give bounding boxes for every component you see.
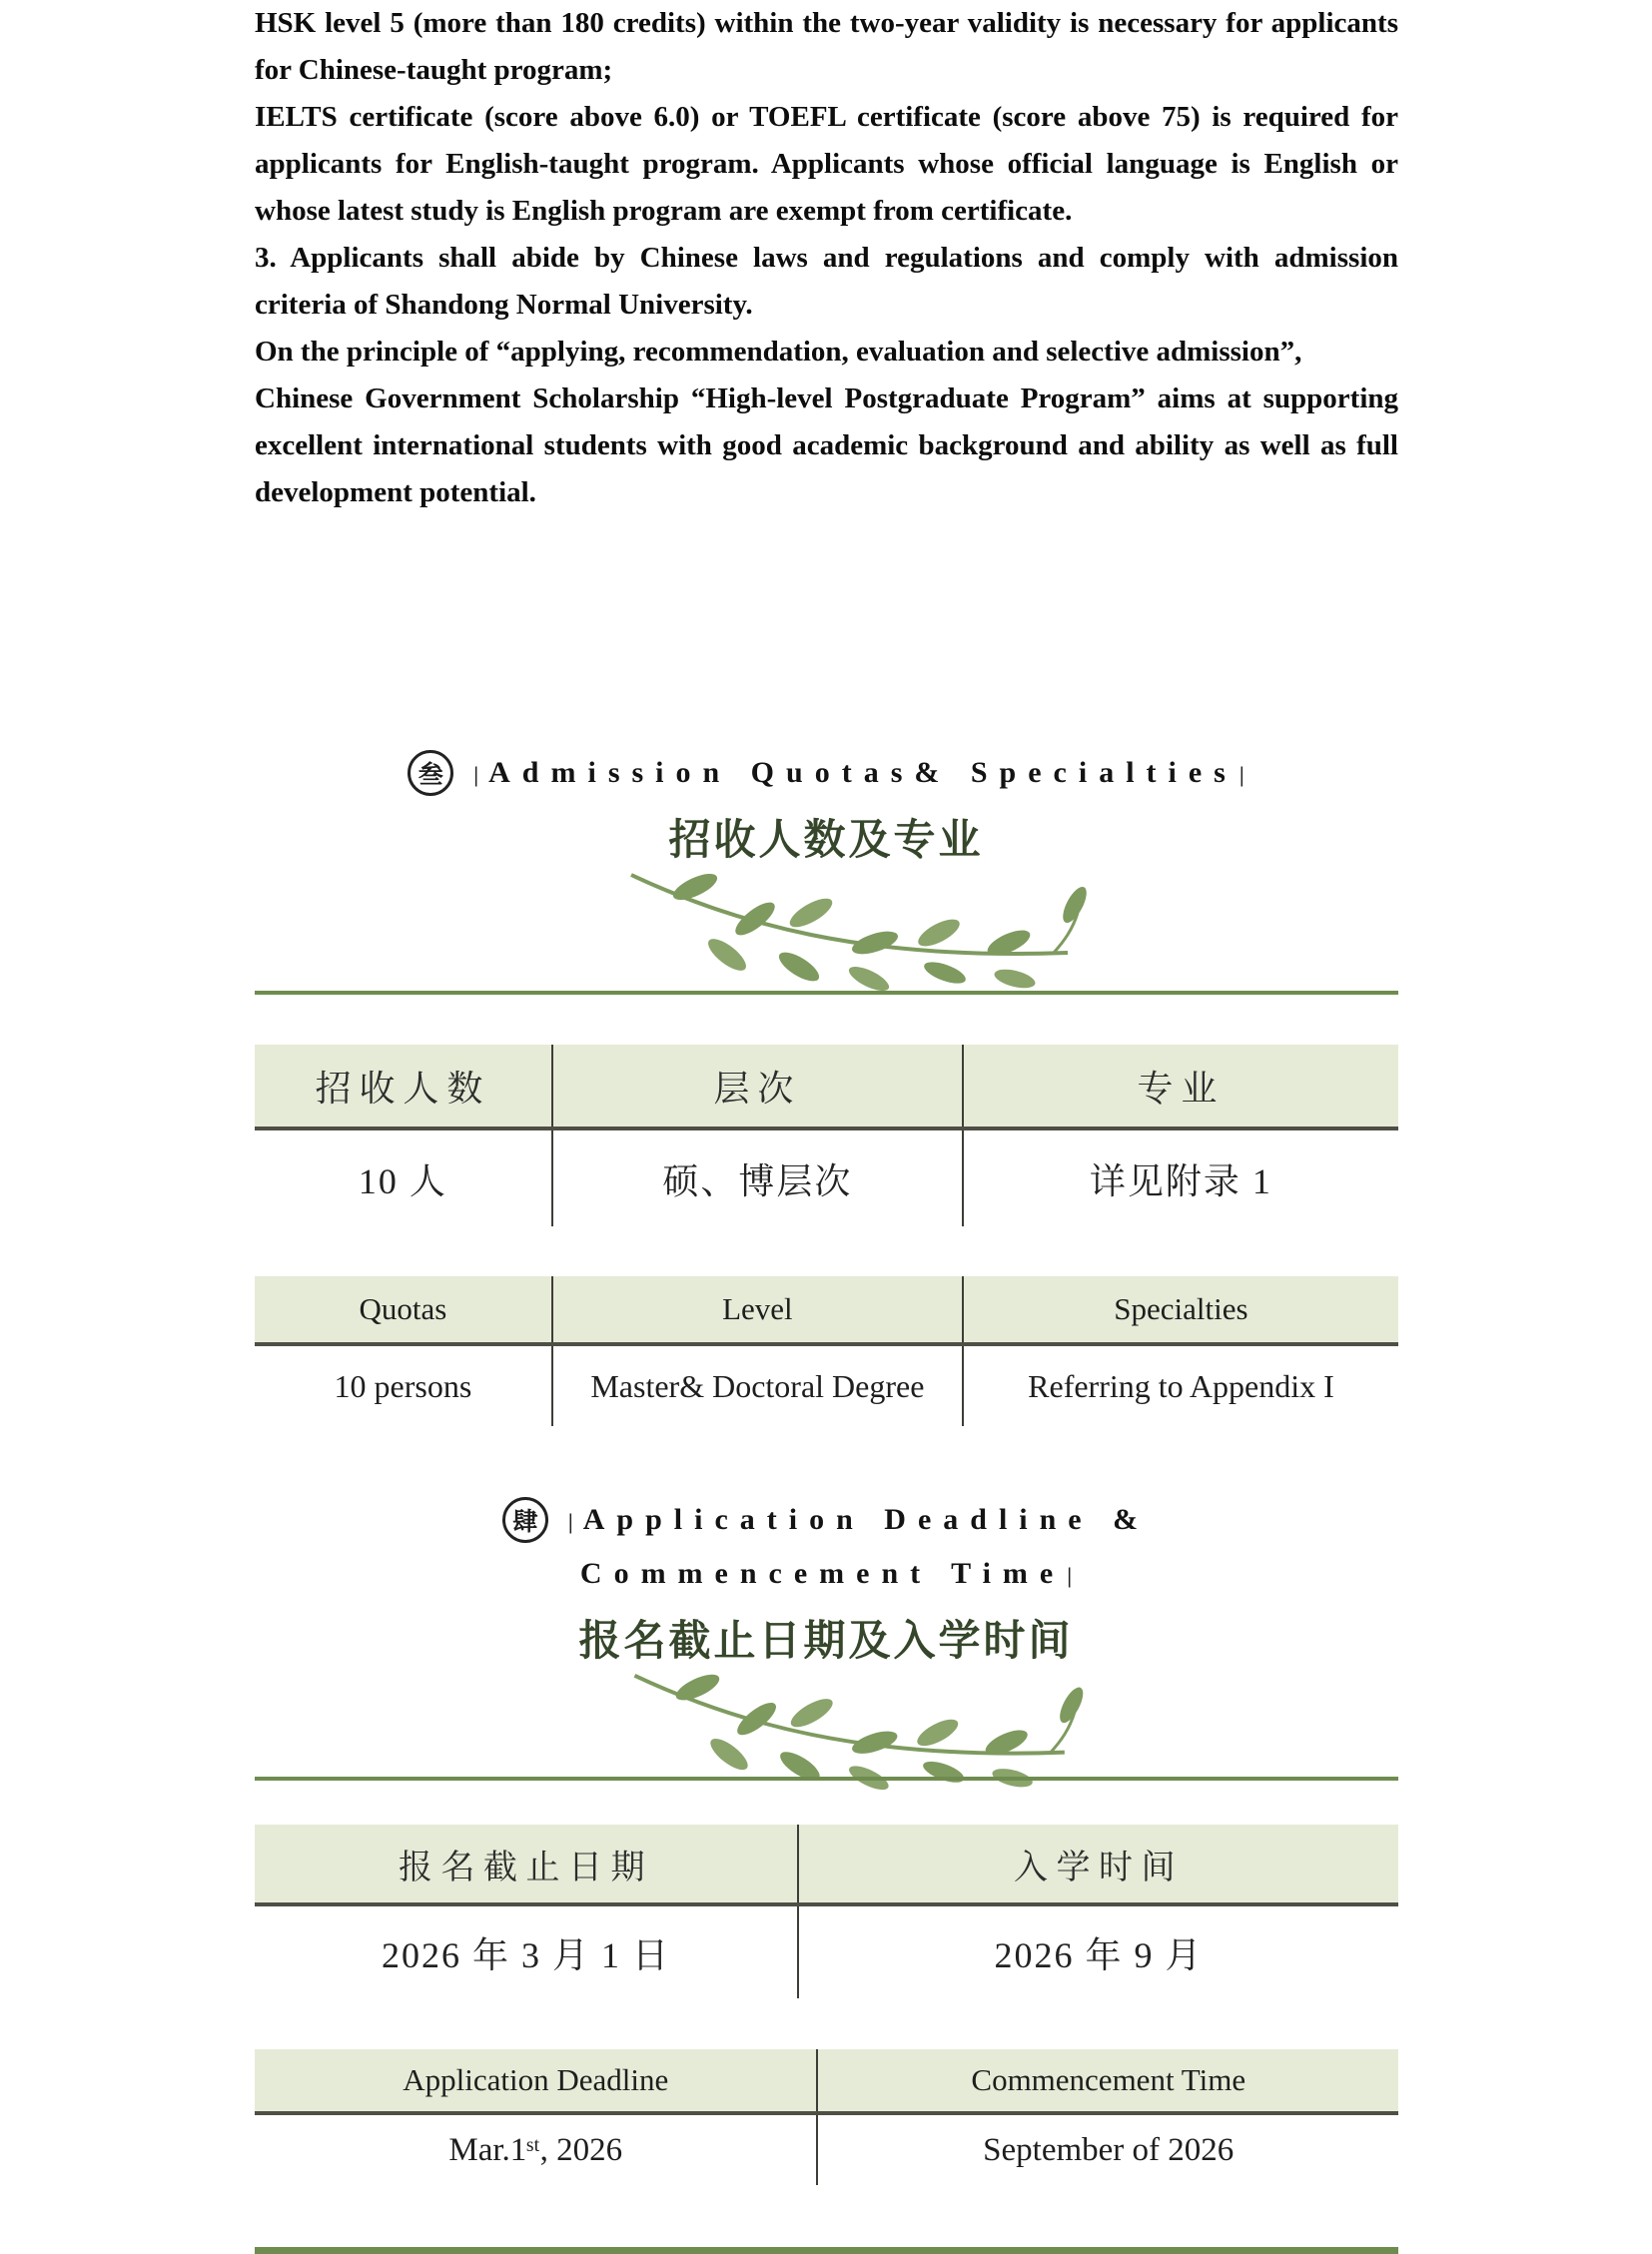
header-cell: 入学时间	[1014, 1849, 1184, 1886]
paragraph: Chinese Government Scholarship “High-level Postgraduate Program” aims at supporting excellent international students with good academic background and ability as well as full development potential.	[255, 382, 1398, 508]
table-dates-chinese	[255, 1825, 1398, 1998]
header-cell: Quotas	[255, 1276, 553, 1342]
header-cell: Level	[553, 1276, 964, 1342]
data-cell: Master& Doctoral Degree	[553, 1346, 964, 1426]
table-row	[255, 1906, 1398, 1998]
table-quota-english	[255, 1276, 1398, 1426]
header-cell: Specialties	[1114, 1291, 1248, 1326]
section-heading-row	[0, 747, 1652, 799]
data-cell: 10 persons	[255, 1346, 553, 1426]
section-heading-row	[0, 1548, 1652, 1600]
section-admission-quotas	[0, 747, 1652, 993]
paragraph: 3. Applicants shall abide by Chinese laws and regulations and comply with admission criteria of Shandong Normal University.	[255, 242, 1398, 321]
circled-number-four-icon: 肆	[502, 1497, 548, 1543]
section-title-cn: 招收人数及专业	[668, 815, 984, 864]
header-cell: 层次	[553, 1045, 964, 1127]
vertical-bar-mark: |	[473, 762, 479, 787]
section-title-en: | Admission Quotas& Specialties|	[473, 756, 1244, 789]
data-cell: 2026 年 3 月 1 日	[255, 1906, 799, 1998]
section-title-cn: 报名截止日期及入学时间	[578, 1616, 1074, 1665]
table-header-row	[255, 1276, 1398, 1346]
vertical-bar-mark: |	[1239, 762, 1244, 787]
data-cell: 硕、博层次	[553, 1130, 964, 1226]
paragraph: On the principle of “applying, recommendation, evaluation and selective admission”,	[255, 336, 1302, 368]
branch-illustration	[623, 861, 1093, 993]
vertical-bar-mark: |	[1067, 1563, 1073, 1588]
table-quota-chinese	[255, 1045, 1398, 1226]
header-cell: 招收人数	[255, 1045, 553, 1127]
table-header-row	[255, 2049, 1398, 2115]
section-title-en-line2: Commencement Time|	[579, 1557, 1073, 1590]
data-cell: 2026 年 9 月	[994, 1934, 1204, 1975]
data-cell: September of 2026	[983, 2131, 1235, 2168]
data-cell: Referring to Appendix I	[1028, 1367, 1334, 1404]
table-row	[255, 2115, 1398, 2185]
table-header-row	[255, 1045, 1398, 1130]
data-cell: 详见附录 1	[1089, 1160, 1272, 1201]
header-cell: Application Deadline	[255, 2049, 818, 2111]
paragraph: IELTS certificate (score above 6.0) or TOEFL certificate (score above 75) is required for applicants for English-taught program. Applicants whose official language is English or whose latest study is English program are exempt from certificate.	[255, 101, 1398, 227]
header-cell: 专业	[1137, 1068, 1226, 1109]
table-header-row	[255, 1825, 1398, 1906]
paragraph: HSK level 5 (more than 180 credits) within the two-year validity is necessary for applicants for Chinese-taught program;	[255, 7, 1398, 86]
vertical-bar-mark: |	[567, 1509, 573, 1534]
section-title-en-line1: | Application Deadline &	[567, 1503, 1151, 1536]
circled-number-three-icon: 叁	[408, 750, 453, 796]
branch-illustration	[623, 1662, 1093, 1792]
section-divider-line	[255, 991, 1398, 995]
body-text-block	[255, 0, 1398, 516]
bottom-divider-line	[255, 2247, 1398, 2254]
section-divider-line	[255, 1777, 1398, 1781]
table-dates-english	[255, 2049, 1398, 2185]
table-row	[255, 1130, 1398, 1226]
table-row	[255, 1346, 1398, 1426]
header-cell: 报名截止日期	[255, 1825, 799, 1902]
data-cell: Mar.1ˢᵗ, 2026	[255, 2115, 818, 2185]
header-cell: Commencement Time	[971, 2062, 1246, 2097]
section-heading-row	[0, 1494, 1652, 1546]
data-cell: 10 人	[255, 1130, 553, 1226]
section-application-deadline	[0, 1494, 1652, 1792]
